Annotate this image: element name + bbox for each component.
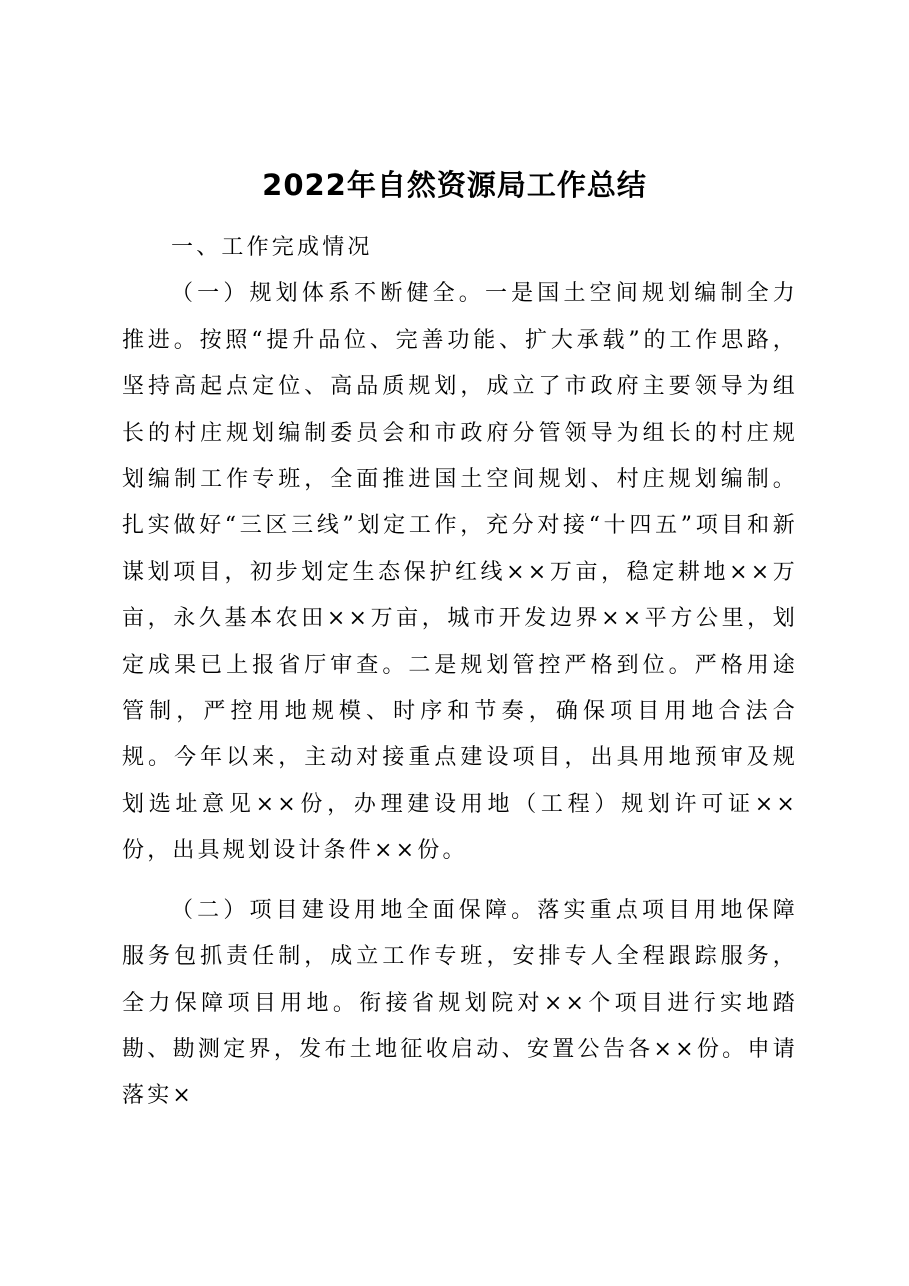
document-title: 2022年自然资源局工作总结 xyxy=(262,168,647,202)
section-heading: 一、工作完成情况 xyxy=(171,235,373,260)
paragraph-land-guarantee: （二）项目建设用地全面保障。落实重点项目用地保障服务包抓责任制，成立工作专班，安排专人全程跟踪服务，全力保障项目用地。衔接省规划院对××个项目进行实地踏勘、勘测定界，发布土地征收启动、安置公告各××份。申请落实× xyxy=(122,897,798,1109)
document-body xyxy=(122,225,798,1120)
paragraph-planning-system: （一）规划体系不断健全。一是国土空间规划编制全力推进。按照“提升品位、完善功能、扩大承载”的工作思路，坚持高起点定位、高品质规划，成立了市政府主要领导为组长的村庄规划编制委员会和市政府分管领导为组长的村庄规划编制工作专班，全面推进国土空间规划、村庄规划编制。扎实做好“三区三线”划定工作，充分对接“十四五”项目和新谋划项目，初步划定生态保护红线××万亩，稳定耕地××万亩，永久基本农田××万亩，城市开发边界××平方公里，划定成果已上报省厅审查。二是规划管控严格到位。严格用途管制，严控用地规模、时序和节奏，确保项目用地合法合规。今年以来，主动对接重点建设项目，出具用地预审及规划选址意见××份，办理建设用地（工程）规划许可证××份，出具规划设计条件××份。 xyxy=(122,281,798,864)
